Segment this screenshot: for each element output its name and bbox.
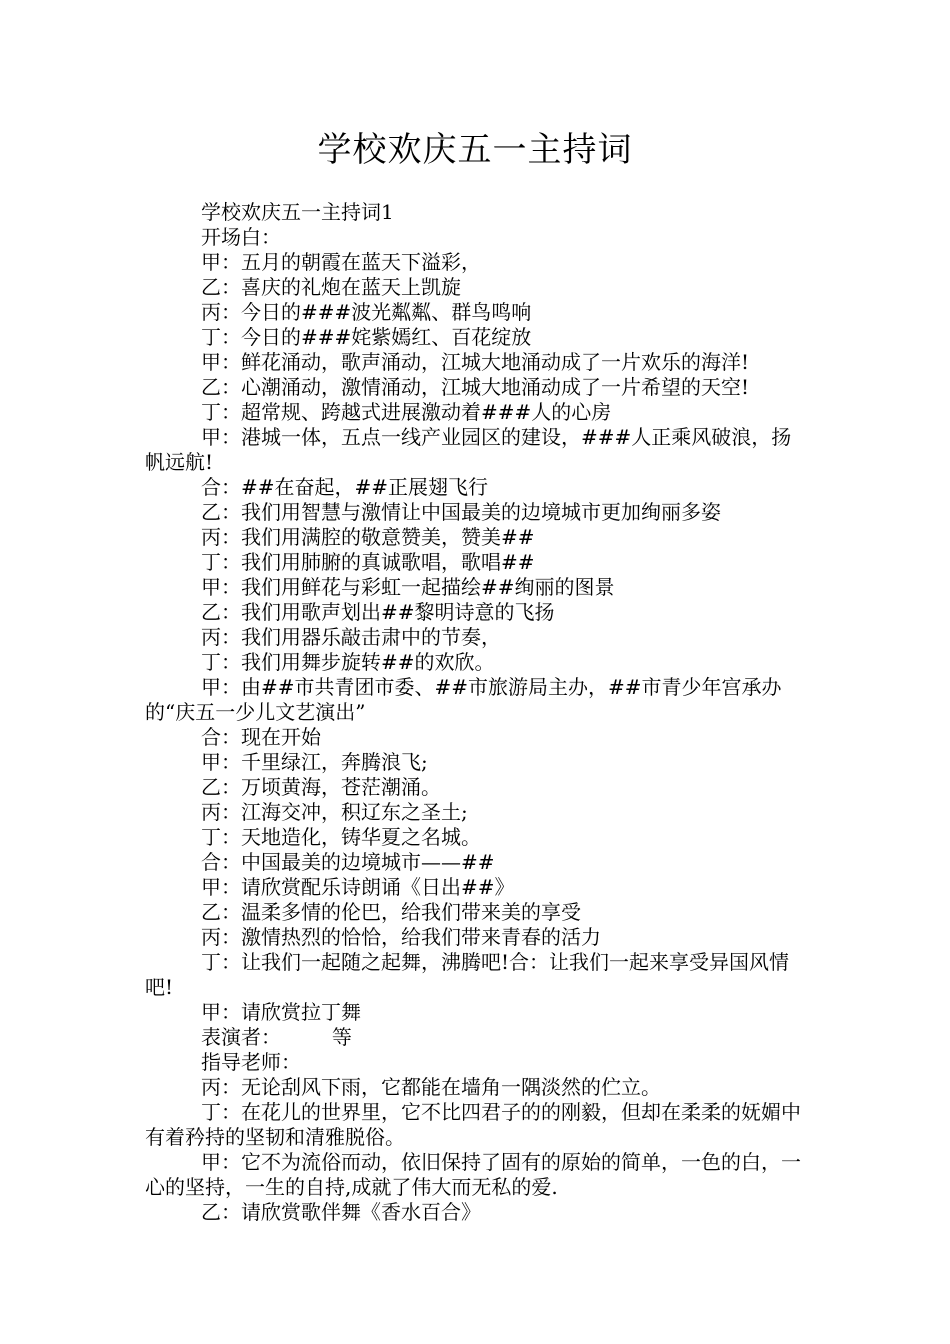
paragraph: 乙：心潮涌动，激情涌动，江城大地涌动成了一片希望的天空! [201,375,750,399]
paragraph: 丁：天地造化，铸华夏之名城。 [201,825,481,849]
paragraph: 乙：我们用智慧与激情让中国最美的边境城市更加绚丽多姿 [201,500,721,524]
paragraph: 指导老师： [201,1050,301,1074]
paragraph: 丙：我们用器乐敲击肃中的节奏， [201,625,501,649]
paragraph: 乙：万顷黄海，苍茫潮涌。 [201,775,441,799]
paragraph: 学校欢庆五一主持词1 [201,200,394,224]
paragraph: 丙：江海交冲，积辽东之圣土; [201,800,468,824]
paragraph: 丙：无论刮风下雨，它都能在墙角一隅淡然的伫立。 [201,1075,661,1099]
paragraph: 合：中国最美的边境城市——## [201,850,495,874]
document-body [145,200,810,1225]
paragraph: 丁：让我们一起随之起舞，沸腾吧!合：让我们一起来享受异国风情吧! [145,950,790,999]
paragraph: 甲：五月的朝霞在蓝天下溢彩， [201,250,481,274]
paragraph: 甲：我们用鲜花与彩虹一起描绘##绚丽的图景 [201,575,615,599]
paragraph: 甲：请欣赏拉丁舞 [201,1000,361,1024]
paragraph: 开场白： [201,225,281,249]
paragraph: 甲：由##市共青团市委、##市旅游局主办，##市青少年宫承办的“庆五一少儿文艺演出” [145,675,782,724]
paragraph: 丁：在花儿的世界里，它不比四君子的的刚毅，但却在柔柔的妩媚中有着矜持的坚韧和清雅脱俗。 [145,1100,801,1149]
paragraph: 乙：喜庆的礼炮在蓝天上凯旋 [201,275,461,299]
paragraph: 乙：我们用歌声划出##黎明诗意的飞扬 [201,600,555,624]
paragraph: 乙：请欣赏歌伴舞《香水百合》 [201,1200,481,1224]
paragraph: 丁：我们用肺腑的真诚歌唱，歌唱## [201,550,535,574]
paragraph: 乙：温柔多情的伦巴，给我们带来美的享受 [201,900,581,924]
paragraph: 甲：港城一体，五点一线产业园区的建设，###人正乘风破浪，扬帆远航! [145,425,792,474]
paragraph: 丙：激情热烈的恰恰，给我们带来青春的活力 [201,925,601,949]
paragraph: 甲：请欣赏配乐诗朗诵《日出##》 [201,875,515,899]
paragraph: 丁：我们用舞步旋转##的欢欣。 [201,650,495,674]
paragraph: 丁：超常规、跨越式进展激动着###人的心房 [201,400,612,424]
paragraph: 丙：我们用满腔的敬意赞美，赞美## [201,525,535,549]
paragraph: 合：##在奋起，##正展翅飞行 [201,475,489,499]
paragraph: 表演者： 等 [201,1025,352,1049]
paragraph: 甲：鲜花涌动，歌声涌动，江城大地涌动成了一片欢乐的海洋! [201,350,750,374]
paragraph: 丙：今日的###波光粼粼、群鸟鸣响 [201,300,532,324]
paragraph: 甲：千里绿江，奔腾浪飞; [201,750,428,774]
paragraph: 甲：它不为流俗而动，依旧保持了固有的原始的简单，一色的白，一心的坚持，一生的自持,成就了伟大而无私的爱. [145,1150,801,1199]
paragraph: 丁：今日的###姹紫嫣红、百花绽放 [201,325,532,349]
paragraph: 合：现在开始 [201,725,321,749]
page-title: 学校欢庆五一主持词 [317,130,633,170]
